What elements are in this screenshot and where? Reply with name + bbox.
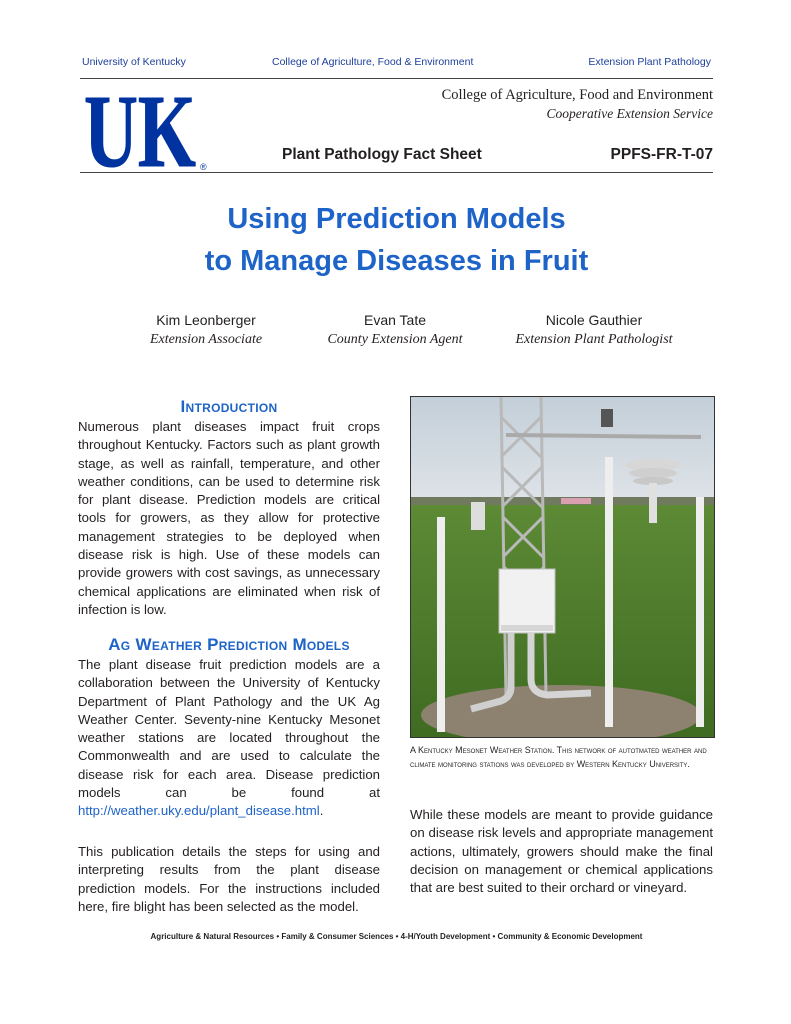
author-name: Nicole Gauthier [545, 312, 643, 328]
plant-disease-link[interactable]: http://weather.uky.edu/plant_disease.html [78, 803, 320, 819]
ag-weather-text [78, 656, 380, 821]
document-title [80, 198, 713, 282]
title-line-1: Using Prediction Models [227, 203, 566, 235]
introduction-text: Numerous plant diseases impact fruit crops throughout Kentucky. Factors such as plant growth stage, as well as rainfall, temperature, and other weather conditions, can be used to determine risk for plant disease. Prediction models are critical tools for growers, as they allow for protective management strategies to be deployed when disease risk is high. Use of these models can provide growers with cost savings, as unnecessary chemical applications are eliminated when risk of infection is low. [78, 419, 380, 617]
photo-caption: A Kentucky Mesonet Weather Station. This network of autotmated weather and climate monitoring stations was developed by Western Kentucky University. [410, 745, 707, 769]
author-2 [295, 310, 495, 350]
college-block [442, 86, 713, 124]
top-link-bar [80, 56, 713, 70]
department-link[interactable]: Extension Plant Pathology [588, 56, 711, 68]
publication-text: This publication details the steps for using and interpreting results from the plant disease prediction models. For the instructions included here, fire blight has been selected as the model. [78, 844, 380, 914]
author-role: Extension Plant Pathologist [515, 332, 673, 347]
weather-station-photo [410, 396, 715, 738]
author-1 [106, 310, 306, 350]
title-line-2: to Manage Diseases in Fruit [204, 245, 589, 277]
right-column-section [410, 806, 713, 897]
registered-mark: ® [200, 162, 207, 172]
right-column-text: While these models are meant to provide guidance on disease risk levels and appropriate management actions, ultimately, growers should make the final decision on management or chemical applications that are best suited to their orchard or vineyard. [410, 807, 713, 896]
extension-service: Cooperative Extension Service [546, 106, 713, 121]
author-name: Evan Tate [363, 312, 426, 328]
publication-section [78, 843, 380, 916]
ag-weather-body: The plant disease fruit prediction models are a collaboration between the University of Kentucky Department of Plant Pathology and the UK Ag Weather Center. Seventy-nine Kentucky Mesonet weather stations are located throughout the Commonwealth and are used to calculate the disease risk for each area. Disease prediction models can be found at [78, 657, 380, 801]
link-period: . [319, 803, 324, 819]
uk-logo-text: UK [84, 80, 197, 172]
uk-logo [82, 80, 212, 172]
author-role: County Extension Agent [327, 332, 463, 347]
fact-sheet-label: Plant Pathology Fact Sheet [282, 146, 482, 163]
footer-programs: Agriculture & Natural Resources • Family & Consumer Sciences • 4-H/Youth Development • Community & Economic Development [150, 932, 643, 941]
college-name: College of Agriculture, Food and Environment [441, 87, 713, 103]
introduction-section [78, 396, 380, 619]
college-link[interactable]: College of Agriculture, Food & Environment [272, 56, 474, 68]
author-name: Kim Leonberger [156, 312, 256, 328]
university-link[interactable]: University of Kentucky [82, 56, 186, 68]
ag-weather-heading: Ag Weather Prediction Models [108, 635, 350, 654]
header-rule-top [80, 78, 713, 79]
header-rule-bottom [80, 172, 713, 173]
publication-code: PPFS-FR-T-07 [610, 146, 713, 163]
ag-weather-section [78, 634, 380, 821]
introduction-heading: Introduction [180, 397, 278, 416]
weather-station-illustration [411, 397, 714, 737]
author-role: Extension Associate [149, 332, 263, 347]
author-3 [494, 310, 694, 350]
